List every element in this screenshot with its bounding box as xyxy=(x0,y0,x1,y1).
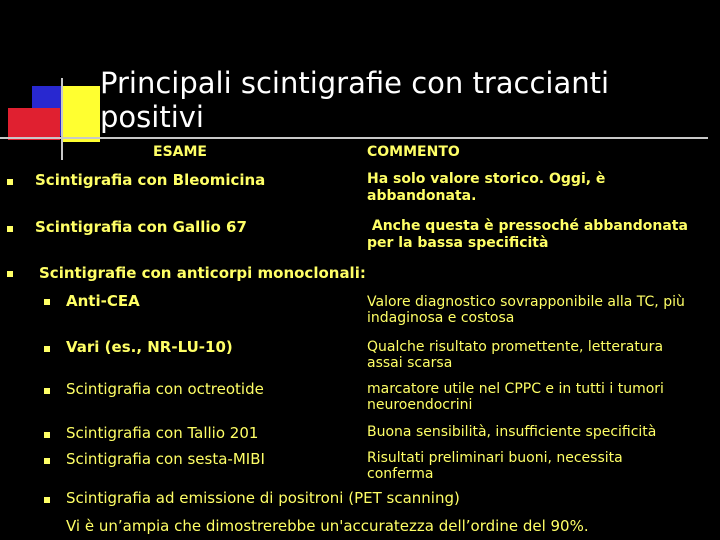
comment-sesta-mibi: Risultati preliminari buoni, necessita conferma xyxy=(367,450,623,482)
antibody-heading: Scintigrafie con anticorpi monoclonali: xyxy=(39,264,366,282)
comment-bleomicina: Ha solo valore storico. Oggi, è abbandonata. xyxy=(367,171,606,204)
exam-vari: Vari (es., NR-LU-10) xyxy=(66,338,233,356)
bullet-icon xyxy=(44,388,50,394)
exam-bleomicina: Scintigrafia con Bleomicina xyxy=(35,171,266,189)
exam-pet: Scintigrafia ad emissione di positroni (PET scanning) xyxy=(66,489,460,507)
title-vertical-rule xyxy=(61,78,63,160)
bullet-icon xyxy=(44,346,50,352)
header-comment: COMMENTO xyxy=(367,144,460,160)
bullet-icon xyxy=(7,271,13,277)
bullet-icon xyxy=(44,497,50,503)
comment-vari: Qualche risultato promettente, letteratura assai scarsa xyxy=(367,339,664,371)
bullet-icon xyxy=(44,458,50,464)
bullet-icon xyxy=(7,226,13,232)
bullet-icon xyxy=(7,179,13,185)
comment-anti-cea: Valore diagnostico sovrapponibile alla TC, più indaginosa e costosa xyxy=(367,294,685,326)
bullet-icon xyxy=(44,432,50,438)
slide-title: Principali scintigrafie con traccianti positivi xyxy=(100,66,610,134)
logo-yellow-square xyxy=(62,86,100,142)
exam-anti-cea: Anti-CEA xyxy=(66,292,140,310)
comment-gallio: Anche questa è pressoché abbandonata per la bassa specificità xyxy=(367,218,693,251)
comment-tallio: Buona sensibilità, insufficiente specificità xyxy=(367,424,657,440)
logo-red-square xyxy=(8,108,60,140)
bullet-icon xyxy=(44,299,50,305)
exam-octreotide: Scintigrafia con octreotide xyxy=(66,380,264,398)
comment-octreotide: marcatore utile nel CPPC e in tutti i tumori neuroendocrini xyxy=(367,381,664,413)
exam-tallio: Scintigrafia con Tallio 201 xyxy=(66,424,259,442)
header-exam: ESAME xyxy=(153,144,207,160)
footnote: Vi è un’ampia che dimostrerebbe un'accuratezza dell’ordine del 90%. xyxy=(66,517,589,535)
title-divider xyxy=(0,137,708,139)
exam-sesta-mibi: Scintigrafia con sesta-MIBI xyxy=(66,450,265,468)
exam-gallio: Scintigrafia con Gallio 67 xyxy=(35,218,247,236)
